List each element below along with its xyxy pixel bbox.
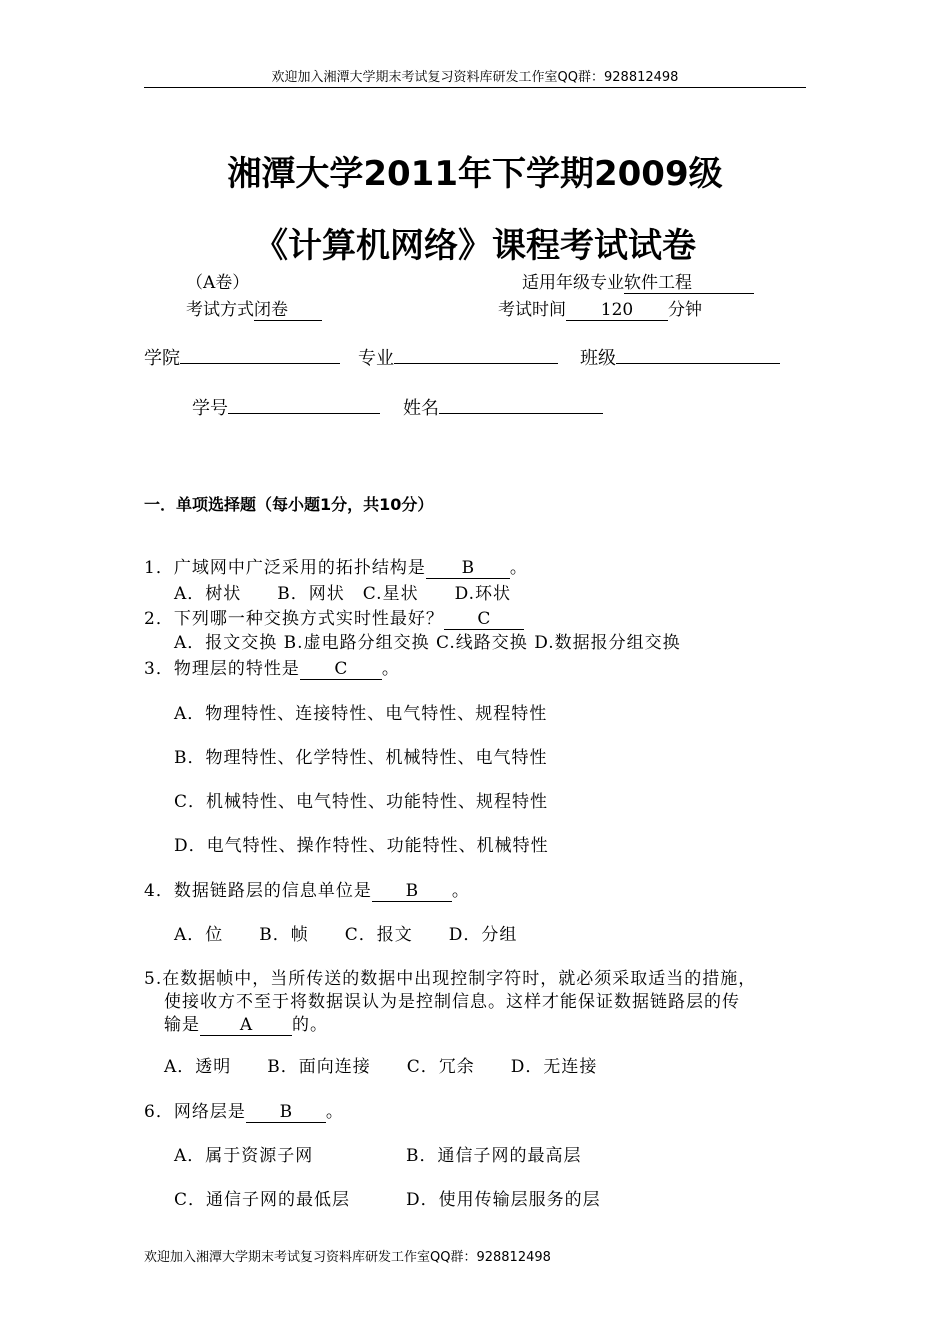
question-6 bbox=[144, 1097, 344, 1123]
question-6-end: 。 bbox=[325, 1102, 344, 1122]
page-header: 欢迎加入湘潭大学期末考试复习资料库研发工作室QQ群：928812498 bbox=[271, 70, 679, 85]
question-2-stem: 2．下列哪一种交换方式实时性最好？ bbox=[144, 609, 444, 629]
question-1-answer: B bbox=[426, 558, 510, 579]
question-3-option-b: B．物理特性、化学特性、机械特性、电气特性 bbox=[174, 748, 548, 768]
question-4 bbox=[144, 876, 470, 902]
question-6-option-c: C．通信子网的最低层 bbox=[174, 1190, 351, 1210]
exam-time-unit: 分钟 bbox=[668, 300, 702, 320]
exam-time-value-line bbox=[566, 300, 668, 321]
question-3-end: 。 bbox=[381, 659, 400, 679]
exam-time-label: 考试时间 bbox=[498, 300, 566, 320]
exam-mode-value-line bbox=[254, 295, 322, 321]
student-id-label: 学号 bbox=[192, 398, 228, 419]
question-2-options: A．报文交换 B.虚电路分组交换 C.线路交换 D.数据报分组交换 bbox=[174, 633, 681, 653]
question-4-stem: 4．数据链路层的信息单位是 bbox=[144, 881, 372, 901]
question-6-answer: B bbox=[246, 1102, 326, 1123]
question-5-answer: A bbox=[200, 1015, 292, 1036]
class-field bbox=[580, 344, 780, 370]
question-5-line3 bbox=[164, 1010, 328, 1036]
exam-title-line1: 湘潭大学2011年下学期2009级 bbox=[227, 154, 723, 194]
college-blank[interactable] bbox=[180, 345, 340, 364]
grade-major bbox=[522, 268, 754, 294]
question-4-end: 。 bbox=[451, 881, 470, 901]
question-4-options: A．位 B．帧 C．报文 D．分组 bbox=[174, 925, 518, 945]
name-field bbox=[403, 394, 603, 420]
question-6-stem: 6．网络层是 bbox=[144, 1102, 246, 1122]
major-label: 专业 bbox=[358, 348, 394, 369]
question-5-stem: 输是 bbox=[164, 1015, 200, 1035]
exam-mode-label: 考试方式 bbox=[186, 300, 254, 320]
major-field bbox=[358, 344, 558, 370]
question-2 bbox=[144, 604, 524, 630]
question-5-end: 的。 bbox=[292, 1015, 328, 1035]
question-1 bbox=[144, 553, 528, 579]
question-1-options: A．树状 B．网状 C.星状 D.环状 bbox=[174, 584, 512, 604]
grade-major-value-line bbox=[624, 268, 754, 294]
grade-major-label: 适用年级专业 bbox=[522, 273, 624, 293]
exam-mode bbox=[186, 295, 322, 321]
question-1-end: 。 bbox=[509, 558, 528, 578]
exam-title-line2: 《计算机网络》课程考试试卷 bbox=[254, 226, 696, 266]
exam-time bbox=[498, 295, 702, 321]
question-5-line1: 5.在数据帧中，当所传送的数据中出现控制字符时，就必须采取适当的措施， bbox=[144, 969, 757, 989]
college-field bbox=[144, 344, 340, 370]
question-5-line2: 使接收方不至于将数据误认为是控制信息。这样才能保证数据链路层的传 bbox=[164, 992, 740, 1012]
exam-time-value: 120 bbox=[600, 300, 634, 320]
question-6-option-d: D．使用传输层服务的层 bbox=[406, 1190, 601, 1210]
exam-mode-value: 闭卷 bbox=[254, 300, 288, 320]
page-footer: 欢迎加入湘潭大学期末考试复习资料库研发工作室QQ群：928812498 bbox=[144, 1250, 551, 1265]
question-1-stem: 1．广域网中广泛采用的拓扑结构是 bbox=[144, 558, 426, 578]
question-3-option-a: A．物理特性、连接特性、电气特性、规程特性 bbox=[174, 704, 548, 724]
question-3-answer: C bbox=[300, 659, 382, 680]
student-id-blank[interactable] bbox=[228, 395, 380, 414]
question-6-option-a: A．属于资源子网 bbox=[174, 1146, 314, 1166]
question-3-stem: 3．物理层的特性是 bbox=[144, 659, 300, 679]
class-blank[interactable] bbox=[616, 345, 780, 364]
question-3-option-d: D．电气特性、操作特性、功能特性、机械特性 bbox=[174, 836, 549, 856]
header-divider bbox=[144, 87, 806, 88]
paper-version: （A卷） bbox=[186, 273, 250, 293]
class-label: 班级 bbox=[580, 348, 616, 369]
college-label: 学院 bbox=[144, 348, 180, 369]
section-title: 一．单项选择题（每小题1分，共10分） bbox=[144, 495, 434, 514]
major-blank[interactable] bbox=[394, 345, 558, 364]
grade-major-value: 软件工程 bbox=[624, 273, 692, 293]
question-2-answer: C bbox=[444, 609, 524, 630]
student-id-field bbox=[192, 394, 380, 420]
name-blank[interactable] bbox=[439, 395, 603, 414]
question-4-answer: B bbox=[372, 881, 452, 902]
question-3-option-c: C．机械特性、电气特性、功能特性、规程特性 bbox=[174, 792, 549, 812]
name-label: 姓名 bbox=[403, 398, 439, 419]
question-3 bbox=[144, 654, 400, 680]
question-6-option-b: B．通信子网的最高层 bbox=[406, 1146, 582, 1166]
question-5-options: A．透明 B．面向连接 C．冗余 D．无连接 bbox=[164, 1057, 598, 1077]
